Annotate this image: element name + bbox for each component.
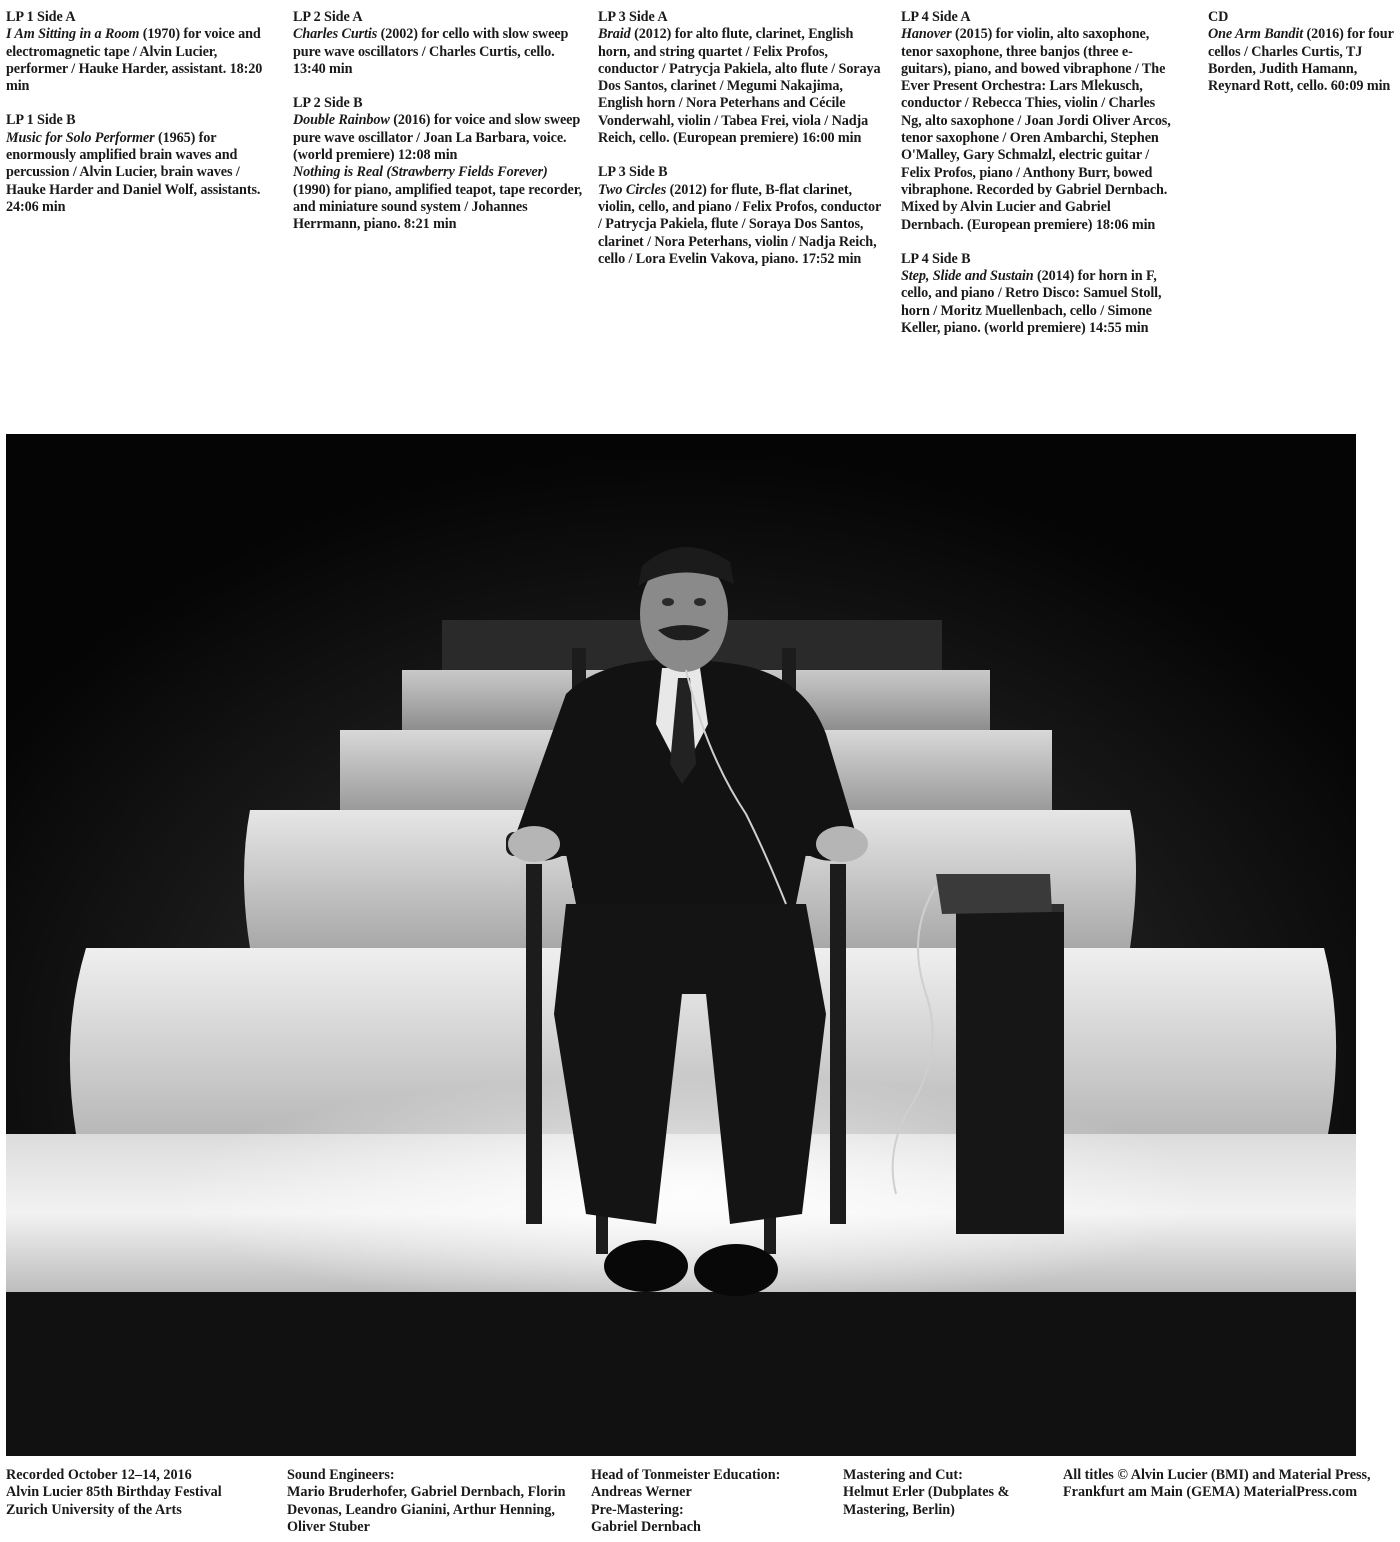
track-lp2-side-a <box>293 9 583 78</box>
credit-heading: Pre-Mastering: <box>591 1501 684 1518</box>
credit-line: Gabriel Dernbach <box>591 1518 701 1535</box>
track-title: Step, Slide and Sustain <box>901 268 1034 285</box>
track-title: I Am Sitting in a Room <box>6 26 140 43</box>
track-details-2: (1990) for piano, amplified teapot, tape recorder, and miniature sound system / Johannes Herrmann, piano. 8:21 min <box>293 181 583 233</box>
track-details: (1970) for voice and electromagnetic tape / Alvin Lucier, performer / Hauke Harder, assistant. 18:20 min <box>6 26 263 95</box>
performance-photo <box>6 434 1356 1456</box>
column-cd <box>1208 9 1398 112</box>
track-title: Double Rainbow <box>293 112 390 129</box>
track-lp2-side-b <box>293 95 583 233</box>
credits-rights <box>1063 1467 1393 1502</box>
track-details: (2016) for voice and slow sweep pure wave oscillator / Joan La Barbara, voice. (world premiere) 12:08 min <box>293 112 581 164</box>
track-heading: CD <box>1208 9 1229 25</box>
track-lp4-side-a <box>901 9 1171 234</box>
track-title: Braid <box>598 26 631 43</box>
track-details: (2016) for four cellos / Charles Curtis, TJ Borden, Judith Hamann, Reynard Rott, cello. 60:09 min <box>1208 26 1394 95</box>
track-heading: LP 2 Side A <box>293 9 363 25</box>
credit-line: Alvin Lucier 85th Birthday Festival <box>6 1484 222 1501</box>
track-details: (2012) for flute, B-flat clarinet, violin, cello, and piano / Felix Profos, conductor / Patrycja Pakiela, flute / Soraya Dos Santos, clarinet / Nora Peterhans, violin / Nadja Reich, cello / Lora Evelin Vakova, piano. 17:52 min <box>598 181 881 267</box>
track-title: Two Circles <box>598 181 667 198</box>
track-heading: LP 3 Side B <box>598 164 668 181</box>
track-lp1-side-a <box>6 9 278 95</box>
credit-line: Recorded October 12–14, 2016 <box>6 1467 192 1483</box>
track-lp3-side-a <box>598 9 888 147</box>
track-details: (2012) for alto flute, clarinet, English horn, and string quartet / Felix Profos, conductor / Patrycja Pakiela, alto flute / Soraya Dos Santos, clarinet / Megumi Nakajima, English horn / Nora Peterhans and Cécile Vonderwahl, violin / Tabea Frei, viola / Nadja Reich, cello. (European premiere) 16:00 min <box>598 26 881 147</box>
stage-edge <box>6 1292 1356 1456</box>
track-title: Charles Curtis <box>293 26 378 43</box>
track-details: (2014) for horn in F, cello, and piano / Retro Disco: Samuel Stoll, horn / Moritz Muellenbach, cello / Simone Keller, piano. (world premiere) 14:55 min <box>901 268 1162 337</box>
track-lp3-side-b <box>598 164 888 268</box>
column-lp1 <box>6 9 278 233</box>
credit-line: Mario Bruderhofer, Gabriel Dernbach, Florin Devonas, Leandro Gianini, Arthur Henning, Oliver Stuber <box>287 1484 566 1535</box>
credit-heading: Mastering and Cut: <box>843 1467 963 1483</box>
track-heading: LP 1 Side B <box>6 112 76 129</box>
track-lp1-side-b <box>6 112 278 216</box>
track-lp4-side-b <box>901 251 1171 337</box>
track-heading: LP 2 Side B <box>293 95 363 112</box>
column-lp3 <box>598 9 888 285</box>
credit-heading: Head of Tonmeister Education: <box>591 1467 781 1483</box>
track-details: (1965) for enormously amplified brain waves and percussion / Alvin Lucier, brain waves / Hauke Harder and Daniel Wolf, assistants. 24:06 min <box>6 129 261 215</box>
credit-line: All titles © Alvin Lucier (BMI) and Material Press, Frankfurt am Main (GEMA) MaterialPress.com <box>1063 1467 1371 1501</box>
credit-line: Andreas Werner <box>591 1484 692 1501</box>
track-heading: LP 1 Side A <box>6 9 76 25</box>
track-title-2: Nothing is Real (Strawberry Fields Forever) <box>293 164 548 181</box>
track-heading: LP 4 Side B <box>901 250 971 267</box>
track-cd <box>1208 9 1398 95</box>
track-title: One Arm Bandit <box>1208 26 1304 43</box>
credits-sound-engineers <box>287 1467 579 1536</box>
credits-recorded <box>6 1467 278 1519</box>
track-title: Hanover <box>901 26 952 43</box>
credit-line: Helmut Erler (Dubplates & Mastering, Berlin) <box>843 1484 1010 1518</box>
track-heading: LP 3 Side A <box>598 9 668 25</box>
track-details: (2002) for cello with slow sweep pure wave oscillators / Charles Curtis, cello. 13:40 min <box>293 26 569 77</box>
credits-mastering <box>843 1467 1053 1519</box>
track-heading: LP 4 Side A <box>901 9 971 25</box>
credit-line: Zurich University of the Arts <box>6 1501 182 1518</box>
track-title: Music for Solo Performer <box>6 129 155 146</box>
credit-heading: Sound Engineers: <box>287 1467 395 1483</box>
track-details: (2015) for violin, alto saxophone, tenor saxophone, three banjos (three e-guitars), piano, and bowed vibraphone / The Ever Present Orchestra: Lars Mlekusch, conductor / Rebecca Thies, violin / Charles Ng, alto saxophone / Joan Jordi Oliver Arcos, tenor saxophone / Oren Ambarchi, Stephen O'Malley, Gary Schmalzl, electric guitar / Felix Profos, piano / Anthony Burr, bowed vibraphone. Recorded by Gabriel Dernbach. Mixed by Alvin Lucier and Gabriel Dernbach. (European premiere) 18:06 min <box>901 26 1171 233</box>
column-lp2 <box>293 9 583 251</box>
credits-education <box>591 1467 831 1536</box>
column-lp4 <box>901 9 1171 354</box>
